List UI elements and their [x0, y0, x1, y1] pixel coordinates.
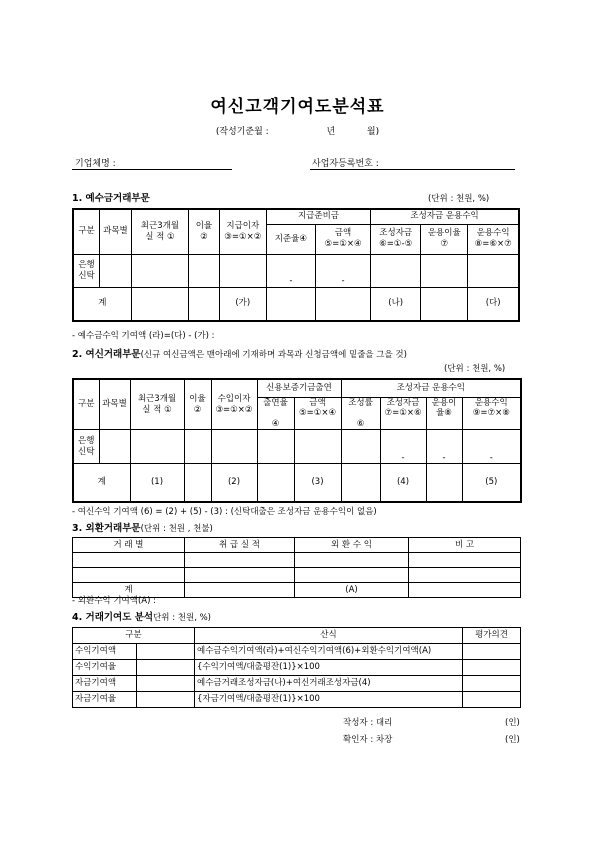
trust-line1: 은행 [78, 259, 95, 270]
col-fund-rate [426, 397, 462, 430]
col-gubun: 구분 [73, 379, 99, 430]
fx-income-cell[interactable] [295, 553, 409, 568]
section2-heading: 2. 여신거래부문 [72, 349, 141, 360]
reserve-amount-line1: 금액 [334, 228, 352, 239]
trust-fund-ratio-cell[interactable] [341, 430, 380, 464]
col-recent-perf [131, 209, 188, 254]
col-handling: 취 급 실 적 [185, 538, 295, 553]
col-fund-amount [380, 397, 426, 430]
row-value-cell[interactable] [137, 644, 195, 660]
business-number-underline [310, 169, 515, 170]
section2-heading-line [72, 346, 407, 360]
row-opinion-cell[interactable] [463, 644, 521, 660]
row-label: 자금기여율 [73, 692, 137, 708]
row-value-cell[interactable] [137, 676, 195, 692]
contrib-amount-line2: ⑤=①×④ [298, 408, 337, 419]
rate-line2: ② [200, 231, 208, 242]
fund-income-line1: 운용수익 [474, 397, 508, 408]
trust-reserve-ratio-cell: - [266, 254, 315, 287]
base-month-year: 년 [326, 127, 336, 137]
total-c1: (1) [130, 464, 184, 502]
trust-fund-amount-cell: - [380, 430, 426, 464]
col-rate [184, 379, 211, 430]
section4-unit: 단위 : 천원, %) [153, 613, 211, 623]
fx-remark-cell[interactable] [409, 568, 521, 583]
fx-total-label: 계 [73, 583, 185, 598]
fund-rate-line1: 운용이율 [427, 228, 461, 239]
fx-type-cell[interactable] [73, 553, 185, 568]
fx-perf-cell[interactable] [185, 568, 295, 583]
trust-subject-cell[interactable] [99, 430, 130, 464]
col-gubun: 구분 [73, 209, 100, 254]
trust-perf-cell[interactable] [131, 254, 188, 287]
total-da: (다) [468, 287, 519, 321]
col-contrib-ratio [257, 397, 294, 430]
trust-fund-amount-cell[interactable] [371, 254, 421, 287]
trust-line1: 은행 [78, 436, 95, 447]
trust-reserve-amount-cell: - [315, 254, 370, 287]
col-fund-amount [371, 224, 421, 254]
total-label: 계 [73, 464, 130, 502]
col-fund-ratio [341, 397, 380, 430]
fund-rate-line2: ⑦ [440, 239, 449, 249]
row-formula: {자금기여액/대출평잔(1)}×100 [195, 692, 463, 708]
deposit-table [72, 208, 520, 322]
recent-perf-line2: 실 적 ① [142, 404, 172, 415]
col-fund-income-amt [468, 224, 519, 254]
business-number-label: 사업자등록번호 : [312, 159, 379, 169]
col-fund-income: 조성자금 운용수익 [341, 379, 521, 397]
trust-perf-cell[interactable] [130, 430, 184, 464]
fund-amount-line1: 조성자금 [386, 397, 420, 408]
row-opinion-cell[interactable] [463, 692, 521, 708]
fund-rate-line1: 운용이 [431, 397, 457, 408]
col-subject: 과목별 [100, 209, 132, 254]
col-rate [189, 209, 220, 254]
col-contrib-amount [294, 397, 341, 430]
total-rate-cell[interactable] [189, 287, 220, 321]
total-fund-rate-cell[interactable] [426, 464, 462, 502]
recent-perf-line2: 실 적 ① [145, 231, 175, 242]
writer-label: 작성자 : 대리 [343, 718, 393, 728]
col-subject: 과목별 [99, 379, 130, 430]
trust-subject-cell[interactable] [100, 254, 132, 287]
section1-unit: (단위 : 천원, %) [428, 194, 490, 204]
trust-rate-cell[interactable] [184, 430, 211, 464]
row-label: 자금기여액 [73, 676, 137, 692]
col-fund-income-amt [462, 397, 521, 430]
col-income [211, 379, 257, 430]
total-na: (나) [371, 287, 421, 321]
row-formula: 예수금수익기여액(라)+여신수익기여액(6)+외환수익기여액(A) [195, 644, 463, 660]
col-reserve-amount [315, 224, 370, 254]
trust-rate-cell[interactable] [189, 254, 220, 287]
col-reserve: 지급준비금 [266, 209, 370, 224]
row-opinion-cell[interactable] [463, 660, 521, 676]
total-c5: (5) [462, 464, 521, 502]
trust-fund-rate-cell: - [426, 430, 462, 464]
fund-ratio-line2: ⑥ [356, 418, 365, 429]
base-month [0, 124, 595, 137]
row-label: 수익기여액 [73, 644, 137, 660]
col-fund-rate [421, 224, 468, 254]
total-reserve-amount-cell[interactable] [315, 287, 370, 321]
total-ga: (가) [219, 287, 266, 321]
interest-line2: ③=①×② [224, 231, 262, 242]
trust-income-cell[interactable] [211, 430, 257, 464]
fx-total-perf-cell[interactable] [185, 583, 295, 598]
contrib-line2: ④ [271, 418, 280, 429]
fund-income-line2: ⑧=⑥×⑦ [474, 239, 512, 249]
total-fund-ratio-cell[interactable] [341, 464, 380, 502]
section2-unit: (단위 : 천원, %) [444, 364, 506, 374]
row-opinion-cell[interactable] [463, 676, 521, 692]
col-fx-income: 외 환 수 익 [295, 538, 409, 553]
section3-heading-line [72, 520, 213, 534]
section1-heading: 1. 예수금거래부문 [72, 193, 150, 204]
section3-heading: 3. 외환거래부문 [72, 523, 141, 534]
total-c2: (2) [211, 464, 257, 502]
company-name-label: 기업체명 : [75, 159, 116, 169]
row-value-cell[interactable] [137, 660, 195, 676]
total-perf-cell[interactable] [131, 287, 188, 321]
fx-perf-cell[interactable] [185, 553, 295, 568]
section3-unit: (단위 : 천원 , 천불) [140, 524, 213, 534]
trust-fund-rate-cell[interactable] [421, 254, 468, 287]
rate-line1: 이율 [195, 221, 213, 232]
col-formula: 산식 [195, 628, 463, 644]
col-reserve-ratio: 지준율④ [266, 224, 315, 254]
total-fund-rate-cell[interactable] [421, 287, 468, 321]
trust-fund-income-cell: - [462, 430, 521, 464]
writer-seal: (인) [505, 718, 520, 728]
col-gubun: 구분 [73, 628, 195, 644]
recent-perf-line1: 최근3개월 [140, 221, 180, 232]
col-interest [219, 209, 266, 254]
col-fund-income: 조성자금 운용수익 [371, 209, 519, 224]
fx-remark-cell[interactable] [409, 553, 521, 568]
fx-income-cell[interactable] [295, 568, 409, 583]
row-label: 수익기여율 [73, 660, 137, 676]
interest-line1: 지급이자 [226, 221, 260, 232]
loan-table [72, 378, 522, 503]
base-month-label: (작성기준월 : [215, 127, 269, 137]
contrib-amount-line1: 금액 [309, 397, 326, 408]
col-opinion: 평가의견 [463, 628, 521, 644]
reserve-amount-line2: ⑤=①×④ [324, 239, 362, 249]
trust-line2: 신탁 [78, 446, 95, 457]
contribution-table [72, 627, 521, 708]
total-c3: (3) [294, 464, 341, 502]
deposit-contribution-note: - 예수금수익 기여액 (라)=(다) - (가) : [72, 331, 215, 341]
income-line2: ③=①×② [215, 404, 253, 415]
section4-heading-line [72, 609, 211, 623]
total-reserve-ratio-cell[interactable] [266, 287, 315, 321]
col-trade-type: 거 래 별 [73, 538, 185, 553]
row-value-cell[interactable] [137, 692, 195, 708]
row-formula: 예수금거래조성자금(나)+여신거래조성자금(4) [195, 676, 463, 692]
fx-table [72, 537, 521, 598]
col-guarantee: 신용보증기금출연 [257, 379, 341, 397]
page-title: 여신고객기여도분석표 [210, 97, 385, 117]
total-rate-cell[interactable] [184, 464, 211, 502]
base-month-month: 월) [366, 127, 380, 137]
fx-total-remark-cell[interactable] [409, 583, 521, 598]
company-name-underline [72, 169, 232, 170]
fund-income-line1: 운용수익 [476, 228, 510, 239]
trust-fund-income-cell[interactable] [468, 254, 519, 287]
fx-contribution-note: - 외환수익 기여액(A) : [72, 596, 156, 606]
fx-type-cell[interactable] [73, 568, 185, 583]
section2-heading-note: (신규 여신금액은 맨아래에 기재하며 과목과 신청금액에 밑줄을 그을 것) [140, 350, 407, 360]
fund-amount-line1: 조성자금 [379, 228, 413, 239]
income-line1: 수입이자 [217, 394, 251, 405]
fx-total-a: (A) [295, 583, 409, 598]
checker-label: 확인자 : 차장 [343, 735, 393, 745]
col-remarks: 비 고 [409, 538, 521, 553]
fund-ratio-line1: 조성률 [348, 397, 373, 408]
fund-rate-line2: 율⑧ [436, 408, 452, 419]
recent-perf-line1: 최근3개월 [137, 394, 177, 405]
trust-line2: 신탁 [78, 270, 95, 281]
row-trust-label [73, 430, 99, 464]
trust-interest-cell[interactable] [219, 254, 266, 287]
fund-amount-line2: ⑥=①-⑤ [379, 239, 413, 249]
row-formula: {수익기여액/대출평잔(1)}×100 [195, 660, 463, 676]
rate-line1: 이율 [189, 394, 206, 405]
row-trust-label [73, 254, 100, 287]
rate-line2: ② [193, 404, 202, 415]
checker-seal: (인) [505, 735, 520, 745]
col-recent-perf [130, 379, 184, 430]
section4-heading: 4. 거래기여도 분석 [72, 612, 154, 623]
total-c4: (4) [380, 464, 426, 502]
trust-contrib-amount-cell[interactable] [294, 430, 341, 464]
loan-contribution-note: - 여신수익 기여액 (6) = (2) + (5) - (3) : (신탁대출은 조성자금 운용수익이 없음) [72, 507, 377, 517]
fund-income-line2: ⑨=⑦×⑧ [472, 408, 510, 419]
total-contrib-cell[interactable] [257, 464, 294, 502]
fund-amount-line2: ⑦=①×⑥ [384, 408, 422, 419]
total-label: 계 [73, 287, 131, 321]
contrib-line1: 출연율 [263, 397, 288, 408]
trust-contrib-cell[interactable] [257, 430, 294, 464]
